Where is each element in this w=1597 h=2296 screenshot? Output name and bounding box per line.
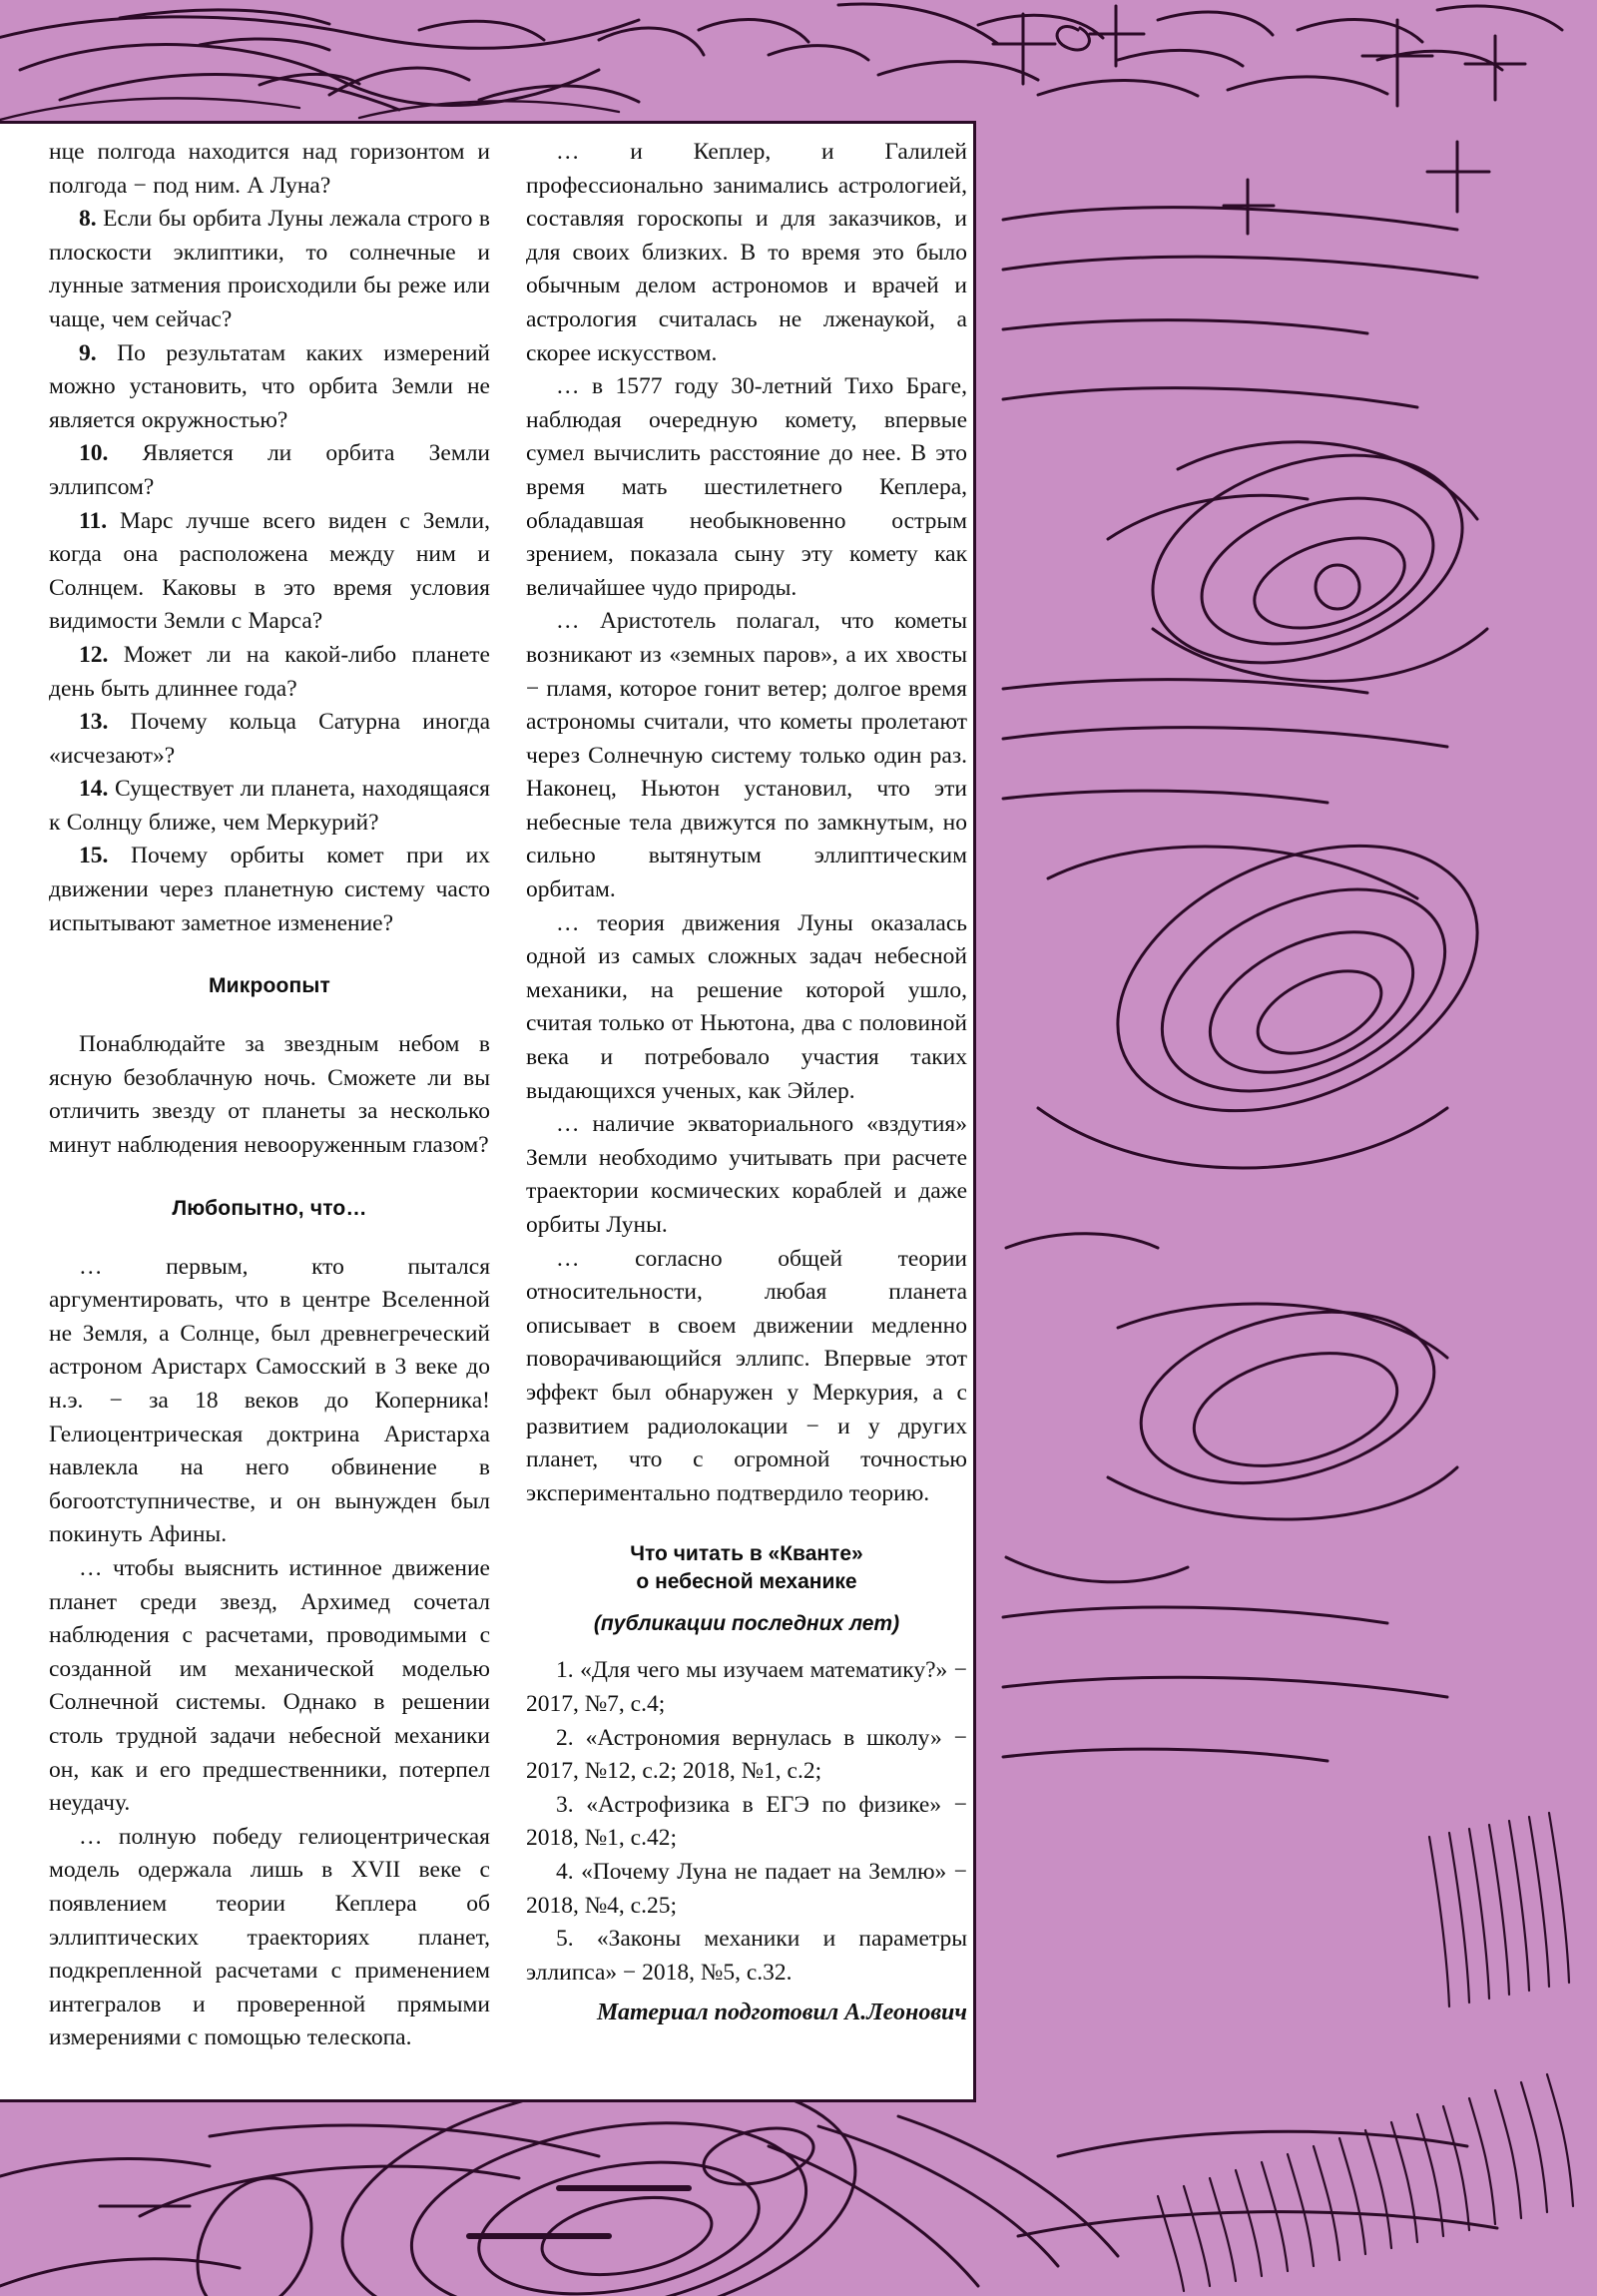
question-number: 8. [79,206,97,233]
question-number: 13. [79,709,109,736]
article-sheet [0,121,976,2102]
reading-heading-line1: Что читать в «Кванте» [630,1542,863,1566]
curious-item: … Аристотель полагал, что кометы возникают из «земных паров», а их хвосты − пламя, которое гонит ветер; долгое время астрономы считали, что кометы пролетают через Солнечную систему только один раз. Наконец, Ньютон установил, что эти небесные тела движутся по замкнутым, но сильно вытянутым эллиптическим орбитам. [526,608,967,903]
byline: Материал подготовил А.Леонович [596,2000,967,2026]
question-text: Марс лучше всего виден с Земли, когда она расположена между ним и Солнцем. Каковы в это время условия видимости Земли с Марса? [49,507,490,635]
continued-paragraph: нце полгода находится над горизонтом и полгода − под ним. А Луна? [49,139,490,199]
right-column [526,136,967,2087]
question-item-14 [49,773,490,840]
left-column [49,136,490,2087]
question-number: 15. [79,843,109,869]
reference-item: 1. «Для чего мы изучаем математику?» − 2017, №7, с.4; [526,1657,967,1717]
question-item-11 [49,505,490,639]
question-text: По результатам каких измерений можно установить, что орбита Земли не является окружностью? [49,339,490,433]
curious-item: … наличие экваториального «вздутия» Земли необходимо учитывать при расчете траектории космических кораблей и даже орбиты Луны. [526,1111,967,1238]
curious-item: … теория движения Луны оказалась одной из самых сложных задач небесной механики, на решение которой ушло, считая только от Ньютона, два с половиной века и потребовало участия таких выдающихся ученых, как Эйлер. [526,909,967,1104]
reference-item: 5. «Законы механики и параметры эллипса» − 2018, №5, с.32. [526,1926,967,1986]
question-number: 14. [79,776,109,803]
question-number: 11. [79,507,108,534]
reference-item: 3. «Астрофизика в ЕГЭ по физике» − 2018, №1, с.42; [526,1791,967,1852]
curious-item: … согласно общей теории относительности, любая планета описывает в своем движении медленно поворачивающийся эллипс. Впервые этот эффект был обнаружен у Меркурия, а с развитием радиолокации − и у других планет, что с огромной точностью экспериментально подтвердило теорию. [526,1245,967,1506]
question-text: Существует ли планета, находящаяся к Солнцу ближе, чем Меркурий? [49,776,490,836]
microexperiment-text: Понаблюдайте за звездным небом в ясную безоблачную ночь. Сможете ли вы отличить звезду от планеты за несколько минут наблюдения невооруженным глазом? [49,1031,490,1159]
question-item-13 [49,706,490,773]
question-item-9 [49,337,490,438]
reading-subtitle: (публикации последних лет) [593,1612,900,1636]
question-text: Является ли орбита Земли эллипсом? [49,440,490,500]
question-text: Почему орбиты комет при их движении через планетную систему часто испытывают заметное изменение? [49,843,490,936]
question-number: 10. [79,440,109,467]
question-text: Если бы орбита Луны лежала строго в плоскости эклиптики, то солнечные и лунные затмения происходили бы реже или чаще, чем сейчас? [49,206,490,332]
section-heading-curious: Любопытно, что… [172,1196,367,1220]
reference-item: 4. «Почему Луна не падает на Землю» − 2018, №4, с.25; [526,1858,967,1919]
question-item-10 [49,437,490,504]
question-number: 12. [79,641,109,668]
curious-item: … в 1577 году 30-летний Тихо Браге, наблюдая очередную комету, впервые сумел вычислить расстояние до нее. В это время мать шестилетнего Кеплера, обладавшая необыкновенно острым зрением, показала сыну эту комету как величайшее чудо природы. [526,373,967,601]
question-number: 9. [79,339,97,366]
curious-item: … и Кеплер, и Галилей профессионально занимались астрологией, составляя гороскопы и для заказчиков, и для своих близких. В то время это было обычным делом астрономов и врачей и астрология считалась не лженаукой, а скорее искусством. [526,139,967,366]
reading-heading-line2: о небесной механике [636,1570,857,1594]
question-text: Может ли на какой-либо планете день быть длиннее года? [49,641,490,702]
curious-item: … полную победу гелиоцентрическая модель одержала лишь в XVII веке с появлением теории Кеплера об эллиптических траекториях планет, подкрепленной расчетами с применением интегралов и проверенной прямыми измерениями с помощью телескопа. [49,1823,490,2051]
section-heading-microexperiment: Микроопыт [208,974,331,998]
question-item-8 [49,203,490,336]
curious-item: … чтобы выяснить истинное движение планет среди звезд, Архимед сочетал наблюдения с расчетами, проводимыми с созданной им механической моделью Солнечной системы. Однако в решении столь трудной задачи небесной механики он, как и его предшественники, потерпел неудачу. [49,1554,490,1817]
section-heading-reading [526,1540,967,1596]
question-text: Почему кольца Сатурна иногда «исчезают»? [49,709,490,769]
reference-item: 2. «Астрономия вернулась в школу» − 2017, №12, с.2; 2018, №1, с.2; [526,1724,967,1785]
question-item-12 [49,639,490,706]
question-item-15 [49,840,490,940]
curious-item: … первым, кто пытался аргументировать, что в центре Вселенной не Земля, а Солнце, был древнегреческий астроном Аристарх Самосский в 3 веке до н.э. − за 18 веков до Коперника! Гелиоцентрическая доктрина Аристарха навлекла на него обвинение в богоотступничестве, и он вынужден был покинуть Афины. [49,1253,490,1548]
